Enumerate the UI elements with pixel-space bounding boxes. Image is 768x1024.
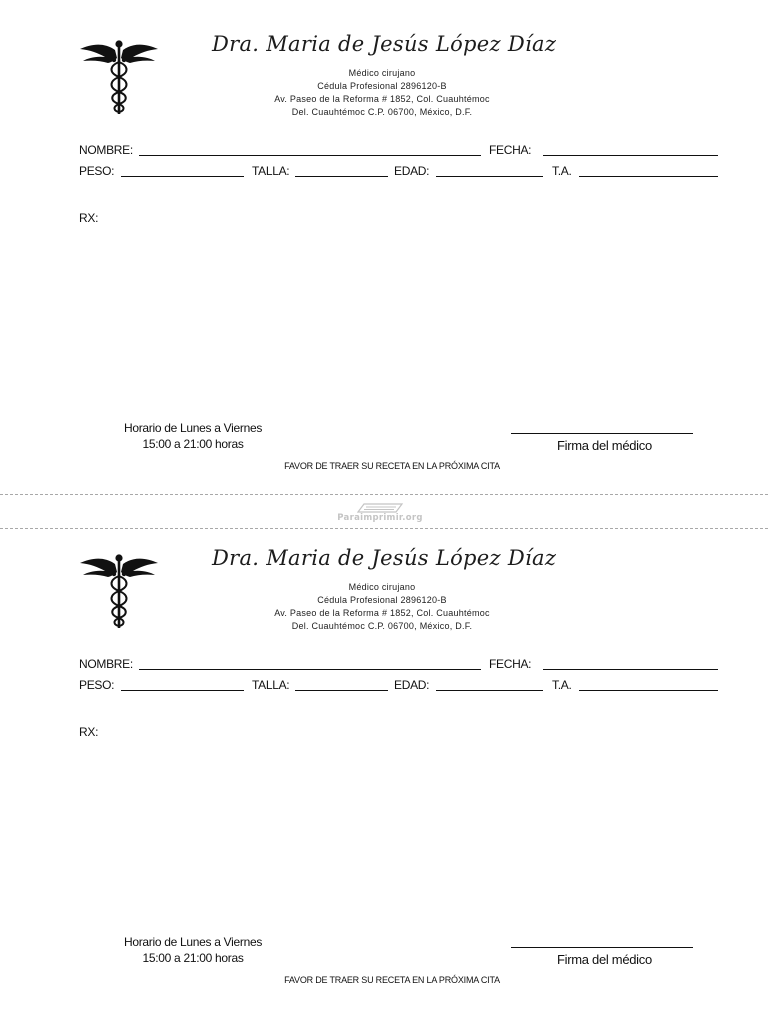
- watermark-text: Paraimprimir.org: [337, 513, 423, 523]
- prescription-top: [0, 0, 768, 480]
- age-line[interactable]: [436, 690, 543, 691]
- address-line-1: Av. Paseo de la Reforma # 1852, Col. Cuauhtémoc: [274, 94, 490, 104]
- address-line-2: Del. Cuauhtémoc C.P. 06700, México, D.F.: [291, 107, 473, 117]
- date-label: FECHA:: [489, 657, 532, 671]
- age-line[interactable]: [436, 176, 543, 177]
- blood-pressure-label: T.A.: [552, 678, 572, 692]
- rx-label: RX:: [79, 211, 99, 225]
- weight-label: PESO:: [79, 164, 115, 178]
- schedule-hours: 15:00 a 21:00 horas: [142, 951, 244, 965]
- specialty: Médico cirujano: [348, 68, 416, 78]
- address-line-1: Av. Paseo de la Reforma # 1852, Col. Cuauhtémoc: [274, 608, 490, 618]
- schedule-days: Horario de Lunes a Viernes: [123, 935, 263, 949]
- weight-line[interactable]: [121, 690, 244, 691]
- address-line-2: Del. Cuauhtémoc C.P. 06700, México, D.F.: [291, 621, 473, 631]
- blood-pressure-label: T.A.: [552, 164, 572, 178]
- signature-line[interactable]: [511, 947, 693, 948]
- blood-pressure-line[interactable]: [579, 176, 718, 177]
- footer-note: FAVOR DE TRAER SU RECETA EN LA PRÓXIMA CITA: [284, 975, 500, 985]
- schedule-hours: 15:00 a 21:00 horas: [142, 437, 244, 451]
- license-number: Cédula Profesional 2896120-B: [317, 81, 447, 91]
- caduceus-icon: [78, 552, 160, 630]
- date-label: FECHA:: [489, 143, 532, 157]
- date-line[interactable]: [543, 669, 718, 670]
- blood-pressure-line[interactable]: [579, 690, 718, 691]
- height-label: TALLA:: [252, 678, 290, 692]
- height-label: TALLA:: [252, 164, 290, 178]
- age-label: EDAD:: [394, 678, 430, 692]
- signature-label: Firma del médico: [557, 952, 652, 967]
- name-line[interactable]: [139, 669, 481, 670]
- name-line[interactable]: [139, 155, 481, 156]
- weight-line[interactable]: [121, 176, 244, 177]
- license-number: Cédula Profesional 2896120-B: [317, 595, 447, 605]
- cut-line-top: [0, 494, 768, 495]
- height-line[interactable]: [295, 690, 388, 691]
- footer-note: FAVOR DE TRAER SU RECETA EN LA PRÓXIMA CITA: [284, 461, 500, 471]
- age-label: EDAD:: [394, 164, 430, 178]
- doctor-name: Dra. Maria de Jesús López Díaz: [212, 546, 557, 570]
- signature-label: Firma del médico: [557, 438, 652, 453]
- name-label: NOMBRE:: [79, 143, 133, 157]
- schedule-days: Horario de Lunes a Viernes: [123, 421, 263, 435]
- prescription-bottom: [0, 514, 768, 994]
- rx-label: RX:: [79, 725, 99, 739]
- doctor-name: Dra. Maria de Jesús López Díaz: [212, 32, 557, 56]
- signature-line[interactable]: [511, 433, 693, 434]
- height-line[interactable]: [295, 176, 388, 177]
- date-line[interactable]: [543, 155, 718, 156]
- weight-label: PESO:: [79, 678, 115, 692]
- caduceus-icon: [78, 38, 160, 116]
- name-label: NOMBRE:: [79, 657, 133, 671]
- specialty: Médico cirujano: [348, 582, 416, 592]
